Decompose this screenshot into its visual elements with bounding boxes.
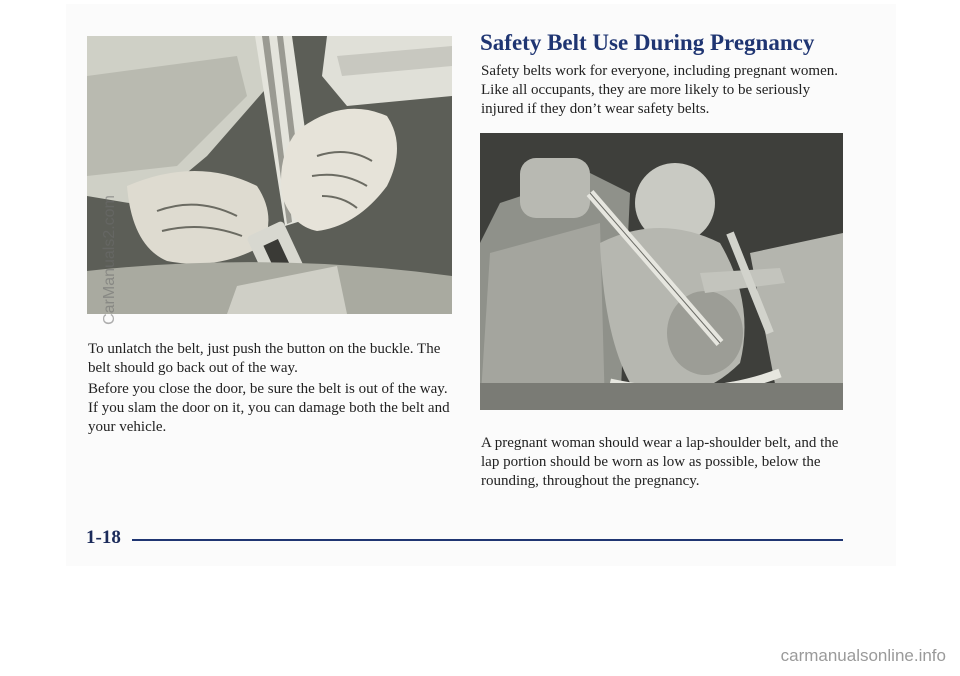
bottom-watermark: carmanualsonline.info	[780, 646, 946, 665]
page-number: 1-18	[86, 527, 121, 548]
unlatch-paragraph: To unlatch the belt, just push the button on the buckle. The belt should go back out of the way.	[88, 341, 441, 376]
section-heading: Safety Belt Use During Pregnancy	[480, 30, 815, 55]
door-warning-paragraph: Before you close the door, be sure the belt is out of the way. If you slam the door on it, you can damage both the belt and your vehicle.	[88, 381, 450, 435]
pregnancy-intro-paragraph: Safety belts work for everyone, including pregnant women. Like all occupants, they are more likely to be seriously injured if they don’t wear safety belts.	[481, 63, 838, 117]
buckle-unlatch-illustration	[87, 36, 452, 314]
lap-belt-paragraph: A pregnant woman should wear a lap-shoulder belt, and the lap portion should be worn as low as possible, below the rounding, throughout the pregnancy.	[481, 435, 839, 489]
side-watermark-text: CarManuals2.com	[101, 195, 118, 325]
pregnant-woman-seatbelt-illustration	[480, 133, 843, 410]
footer-rule	[132, 539, 843, 541]
